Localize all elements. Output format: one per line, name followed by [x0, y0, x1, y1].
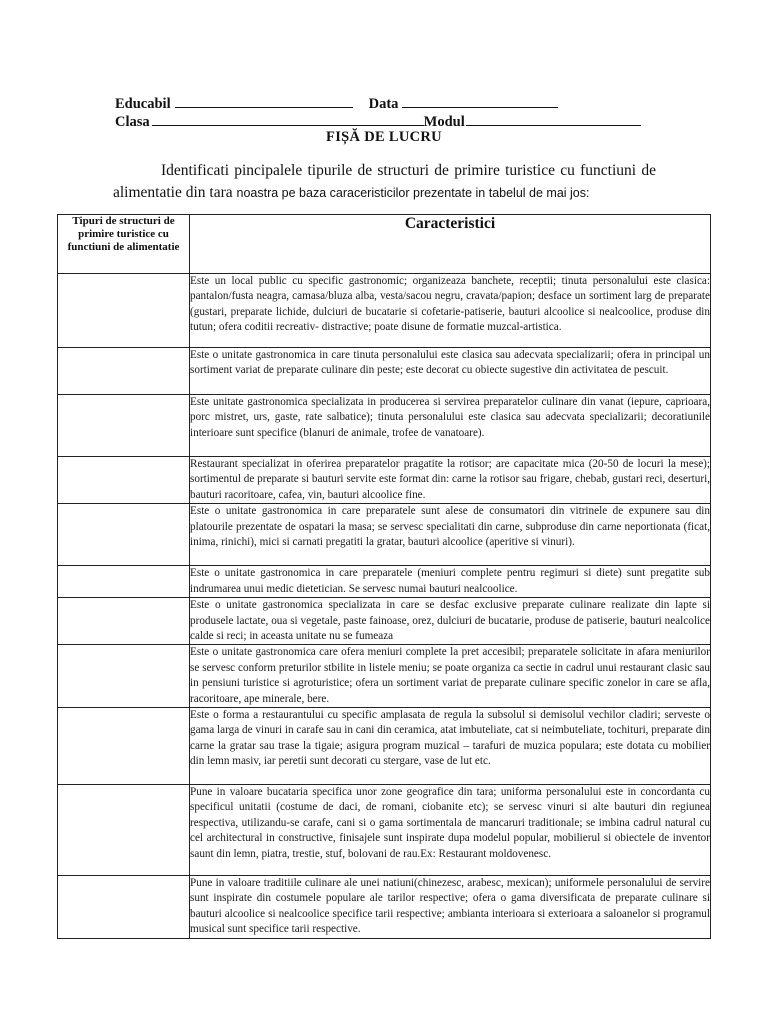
answer-cell[interactable]	[58, 457, 190, 504]
table-row	[58, 274, 711, 348]
table-row	[58, 785, 711, 876]
answer-cell[interactable]	[58, 274, 190, 348]
characteristic-cell: Este o unitate gastronomica care ofera meniuri complete la pret accesibil; preparatele solicitate in afara meniurilor se servesc conform preturilor stbilite in listele meniu; se poate organiza ca sectie in cadrul unui restaurant clasic sau in pensiuni turistice si agroturistice; ofera un sortiment variat de preparate culinare specific zonelor in care se afla, racoritoare, ape minerale, bere.	[190, 645, 711, 708]
page-title: FIȘĂ DE LUCRU	[326, 129, 442, 145]
characteristic-cell: Este o unitate gastronomica in care preparatele (meniuri complete pentru regimuri si diete) sunt pregatite sub indrumarea unui medic dietetician. Se servesc numai bauturi nealcoolice.	[190, 566, 711, 598]
educabil-label: Educabil	[115, 96, 171, 112]
characteristic-cell: Pune in valoare traditiile culinare ale unei natiuni(chinezesc, arabesc, mexican); uniformele personalului de servire sunt inspirate din costumele populare ale tarilor respective; ofera o gama diversificata de preparate culinare si bauturi alcoolice si nealcoolice specifice tarii respective; ambianta interioara si exterioara a saloanelor si programul musical sunt specifice tarii respective.	[190, 876, 711, 939]
instructions-text	[113, 160, 656, 204]
answer-cell[interactable]	[58, 504, 190, 566]
instructions-main: Identificati pincipalele tipurile de structuri de primire turistice cu functiuni de alimentatie din tara	[113, 162, 656, 201]
characteristic-cell: Pune in valoare bucataria specifica unor zone geografice din tara; uniforma personalului este in concordanta cu specificul unitatii (costume de daci, de romani, ciobanite etc); se servesc vinuri si alte bauturi din regiunea respectiva, utilizandu-se carafe, cani si o gama sortimentala de mancaruri traditionale; se imbina cadrul natural cu cel architectural in constructive, finisajele sunt inspirate dupa modelul popular, mobilierul si obiectele de inventor saunt din lemn, piatra, trestie, stuf, bolovani de rau.Ex: Restaurant moldovenesc.	[190, 785, 711, 876]
answer-cell[interactable]	[58, 785, 190, 876]
header-line-educabil-data	[115, 94, 558, 113]
column-header-types: Tipuri de structuri de primire turistice cu functiuni de alimentatie	[58, 215, 190, 274]
table-row	[58, 395, 711, 457]
characteristic-cell: Este unitate gastronomica specializata in producerea si servirea preparatelor culinare din vanat (iepure, caprioara, porc mistret, urs, gaste, rate salbatice); tinuta personalului este clasica sau adecvata specializarii; decoratiunile interioare sunt specifice (blanuri de animale, trofee de vanatoare).	[190, 395, 711, 457]
data-label: Data	[368, 96, 399, 112]
column-header-characteristics: Caracteristici	[190, 215, 711, 274]
characteristic-cell: Restaurant specializat in oferirea preparatelor pragatite la rotisor; are capacitate mica (20-50 de locuri la mese); sortimentul de preparate si bauturi servite este format din: carne la rotisor sau frigare, chebab, gustari reci, deserturi, bauturi racoritoare, cafea, vin, bauturi alcoolice fine.	[190, 457, 711, 504]
modul-label: Modul	[423, 114, 465, 130]
clasa-field[interactable]	[152, 112, 424, 126]
answer-cell[interactable]	[58, 708, 190, 785]
table-row	[58, 876, 711, 939]
characteristic-cell: Este o forma a restaurantului cu specific amplasata de regula la subsolul si demisolul vechilor cladiri; serveste o gama larga de vinuri in carafe sau in cani din ceramica, atat imbuteliate, cat si neimbuteliate, tochituri, preparate din carne la gratar sau trase la tigaie; asigura program muzical – tarafuri de muzica populara; este dotata cu mobilier din lemn masiv, iar peretii sunt decorati cu stergare, vase de lut etc.	[190, 708, 711, 785]
modul-field[interactable]	[466, 112, 641, 126]
characteristic-cell: Este o unitate gastronomica in care tinuta personalului este clasica sau adecvata specializarii; ofera in principal un sortiment variat de preparate culinare din peste; este decorat cu obiecte sugestive din activitatea de pescuit.	[190, 348, 711, 395]
answer-cell[interactable]	[58, 348, 190, 395]
table-row	[58, 348, 711, 395]
table-row	[58, 598, 711, 645]
answer-cell[interactable]	[58, 598, 190, 645]
answer-cell[interactable]	[58, 395, 190, 457]
characteristic-cell: Este un local public cu specific gastronomic; organizeaza banchete, receptii; tinuta personalului este clasica: pantalon/fusta neagra, camasa/bluza alba, vesta/sacou negru, cravata/papion; desface un sortiment larg de preparate (gustari, preparate lichide, dulciuri de bucatarie si cofetarie-patiserie, bauturi alcoolice si nealcoolice, produse din tutun; ofera coditii recreativ- distractive; poate disune de formatie muzcal-artistica.	[190, 274, 711, 348]
clasa-label: Clasa	[115, 114, 150, 130]
answer-cell[interactable]	[58, 566, 190, 598]
characteristic-cell: Este o unitate gastronomica in care preparatele sunt alese de consumatori din vitrinele de expunere sau din platourile prezentate de ospatari la masa; se servesc specialitati din carne, subproduse din carne neportionata (ficat, inima, rinichi), mici si carnati pregatiti la gratar, bauturi alcoolice (aperitive si vinuri).	[190, 504, 711, 566]
table-row	[58, 566, 711, 598]
table-row	[58, 645, 711, 708]
educabil-field[interactable]	[175, 94, 353, 108]
characteristic-cell: Este o unitate gastronomica specializata in care se desfac exclusive preparate culinare realizate din lapte si produsele lactate, oua si vegetale, paste fainoase, orez, dulciuri de bucatarie, produse de patiserie, bauturi nealcolice calde si reci; in aceasta unitate nu se fumeaza	[190, 598, 711, 645]
table-header-row	[58, 215, 711, 274]
answer-cell[interactable]	[58, 876, 190, 939]
instructions-tail: noastra pe baza caraceristicilor prezentate in tabelul de mai jos:	[236, 186, 590, 200]
data-field[interactable]	[402, 94, 558, 108]
table-row	[58, 708, 711, 785]
table-row	[58, 504, 711, 566]
worksheet-table	[57, 214, 711, 939]
table-row	[58, 457, 711, 504]
answer-cell[interactable]	[58, 645, 190, 708]
